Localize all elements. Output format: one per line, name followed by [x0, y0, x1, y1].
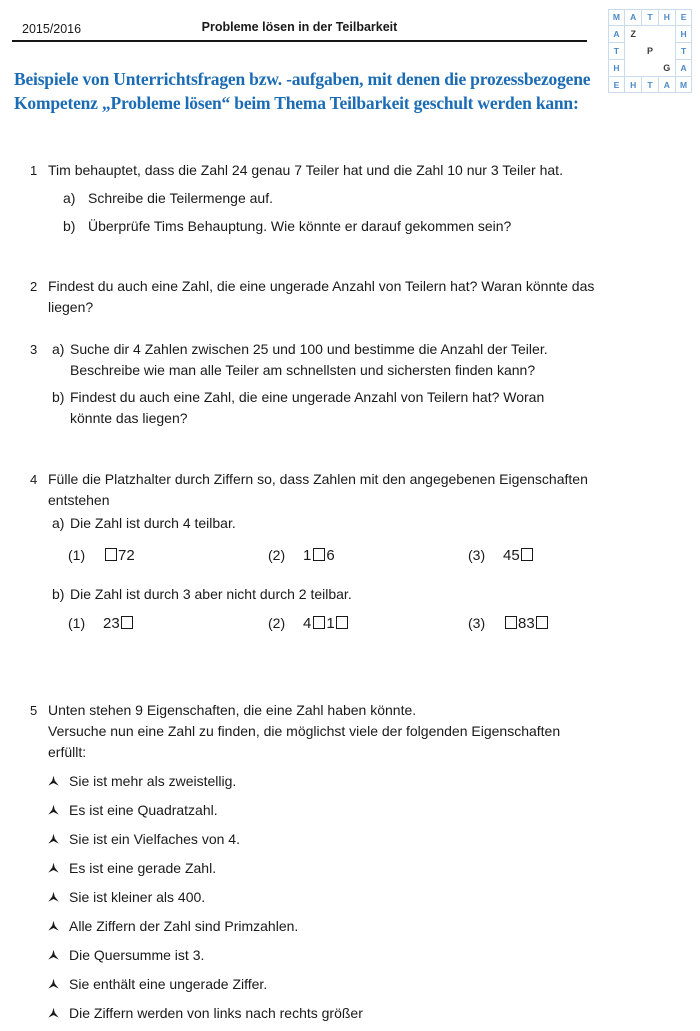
option-label: (1): [68, 615, 86, 631]
property-bullet-list: [48, 771, 680, 1024]
subitem-line: Suche dir 4 Zahlen zwischen 25 und 100 und bestimme die Anzahl der Teiler.: [70, 341, 548, 357]
question-text: Unten stehen 9 Eigenschaften, die eine Zahl haben könnte.: [48, 702, 417, 718]
subitem-label: b): [52, 389, 65, 405]
logo-center-cell: [642, 59, 659, 76]
logo-center-cell: G: [663, 62, 671, 73]
question-number: 2: [30, 279, 38, 294]
option-value: 23: [103, 615, 135, 632]
bullet-item: [48, 916, 680, 937]
bullet-item: [48, 1003, 680, 1024]
placeholder-box: [336, 616, 348, 629]
logo-center-cell: [625, 59, 642, 76]
bullet-text: Es ist eine Quadratzahl.: [69, 802, 218, 818]
logo-center-cell: [642, 26, 659, 43]
logo-border-cell: M: [608, 9, 626, 27]
option: [268, 545, 468, 566]
question-number: 4: [30, 472, 38, 487]
subitem-text: [70, 339, 548, 381]
subitem-label: a): [52, 515, 65, 531]
subitem-a: [63, 188, 680, 209]
option-label: (2): [268, 615, 286, 631]
option: [68, 613, 268, 634]
intro-heading: Beispiele von Unterrichtsfragen bzw. -aufgaben, mit denen die prozessbezogene Kompetenz „Probleme lösen“ beim Thema Teilbarkeit geschult werden kann:: [14, 69, 591, 113]
question-text: liegen?: [48, 299, 94, 315]
option: [68, 545, 268, 566]
question-text: Tim behauptet, dass die Zahl 24 genau 7 Teiler hat und die Zahl 10 nur 3 Teiler hat.: [48, 162, 563, 178]
bullet-item: [48, 945, 680, 966]
subitem-text: Überprüfe Tims Behauptung. Wie könnte er darauf gekommen sein?: [88, 218, 512, 234]
bullet-text: Die Ziffern werden von links nach rechts größer: [69, 1005, 363, 1021]
school-year: 2015/2016: [22, 22, 82, 36]
option-value: 72: [103, 547, 135, 564]
option-row-a: [68, 545, 680, 566]
bullet-item: [48, 771, 680, 792]
subitem-label: a): [52, 341, 65, 357]
option-value: 83: [503, 615, 550, 632]
logo-border-cell: A: [624, 9, 642, 27]
question-text: Fülle die Platzhalter durch Ziffern so, dass Zahlen mit den angegebenen Eigenschaften: [48, 471, 588, 487]
option: [268, 613, 468, 634]
star-bullet-icon: [48, 775, 59, 787]
subitem-line: könnte das liegen?: [70, 410, 188, 426]
question-number: 3: [30, 342, 38, 357]
logo-center-cell: [625, 43, 642, 60]
subitem-text: Die Zahl ist durch 4 teilbar.: [70, 515, 236, 531]
placeholder-box: [505, 616, 517, 629]
questions-list: [30, 153, 680, 1024]
question-number: 5: [30, 703, 38, 718]
star-bullet-icon: [48, 833, 59, 845]
option: [468, 613, 680, 634]
star-bullet-icon: [48, 920, 59, 932]
logo-border-cell: H: [624, 76, 642, 94]
subitem-b: [52, 584, 680, 605]
subitem-text: Die Zahl ist durch 3 aber nicht durch 2 teilbar.: [70, 586, 352, 602]
bullet-text: Sie ist ein Vielfaches von 4.: [69, 831, 240, 847]
placeholder-box: [313, 616, 325, 629]
question-4: [30, 469, 680, 634]
option-value: 1 6: [303, 547, 335, 564]
placeholder-box: [121, 616, 133, 629]
logo-center-cell: [658, 43, 675, 60]
subitem-label: a): [63, 190, 76, 206]
bullet-text: Alle Ziffern der Zahl sind Primzahlen.: [69, 918, 299, 934]
bullet-text: Sie ist mehr als zweistellig.: [69, 773, 237, 789]
question-text: Findest du auch eine Zahl, die eine ungerade Anzahl von Teilern hat? Waran könnte das: [48, 278, 595, 294]
bullet-text: Sie enthält eine ungerade Ziffer.: [69, 976, 268, 992]
option-label: (3): [468, 615, 486, 631]
placeholder-box: [521, 548, 533, 561]
logo-border-cell: M: [675, 76, 693, 94]
subitem-b: [52, 387, 680, 429]
star-bullet-icon: [48, 862, 59, 874]
question-5: [30, 700, 680, 1024]
question-number: 1: [30, 163, 38, 178]
question-2: [30, 276, 680, 318]
logo-border-cell: A: [658, 76, 676, 94]
logo-border-cell: A: [675, 59, 693, 77]
option-label: (3): [468, 547, 486, 563]
question-1: [30, 160, 680, 237]
bullet-item: [48, 887, 680, 908]
star-bullet-icon: [48, 1007, 59, 1019]
option-label: (2): [268, 547, 286, 563]
bullet-item: [48, 829, 680, 850]
logo-border-cell: T: [675, 42, 693, 60]
logo-border-cell: H: [608, 59, 626, 77]
option-value: 45: [503, 547, 535, 564]
question-text: erfüllt:: [48, 744, 87, 760]
bullet-item: [48, 800, 680, 821]
subitem-text: [70, 387, 544, 429]
bullet-item: [48, 974, 680, 995]
option: [468, 545, 680, 566]
page-title: Probleme lösen in der Teilbarkeit: [201, 20, 398, 34]
mathe-zpg-logo: [608, 9, 692, 93]
question-3: [30, 339, 680, 429]
subitem-line: Beschreibe wie man alle Teiler am schnellsten und sichersten finden kann?: [70, 362, 536, 378]
bullet-item: [48, 858, 680, 879]
subitem-a: [52, 339, 680, 381]
subitem-text: Schreibe die Teilermenge auf.: [88, 190, 273, 206]
logo-border-cell: T: [641, 76, 659, 94]
logo-border-cell: E: [675, 9, 693, 27]
question-text: entstehen: [48, 492, 110, 508]
page-header: [12, 14, 587, 42]
logo-border-cell: E: [608, 76, 626, 94]
logo-border-cell: T: [608, 42, 626, 60]
option-label: (1): [68, 547, 86, 563]
placeholder-box: [313, 548, 325, 561]
star-bullet-icon: [48, 949, 59, 961]
logo-border-cell: T: [641, 9, 659, 27]
subitem-b: [63, 216, 680, 237]
logo-center-cell: [658, 26, 675, 43]
subitem-a: [52, 513, 680, 534]
placeholder-box: [105, 548, 117, 561]
star-bullet-icon: [48, 891, 59, 903]
logo-border-cell: H: [675, 25, 693, 43]
question-text: Versuche nun eine Zahl zu finden, die möglichst viele der folgenden Eigenschaften: [48, 723, 561, 739]
option-value: 4 1: [303, 615, 350, 632]
subitem-line: Findest du auch eine Zahl, die eine ungerade Anzahl von Teilern hat? Woran: [70, 389, 545, 405]
logo-border-cell: A: [608, 25, 626, 43]
logo-border-cell: H: [658, 9, 676, 27]
bullet-text: Sie ist kleiner als 400.: [69, 889, 206, 905]
star-bullet-icon: [48, 978, 59, 990]
bullet-text: Es ist eine gerade Zahl.: [69, 860, 217, 876]
subitem-label: b): [52, 586, 65, 602]
logo-center-cell: Z: [630, 29, 636, 40]
placeholder-box: [536, 616, 548, 629]
bullet-text: Die Quersumme ist 3.: [69, 947, 205, 963]
star-bullet-icon: [48, 804, 59, 816]
option-row-b: [68, 613, 680, 634]
logo-center-cell: P: [646, 45, 653, 56]
subitem-label: b): [63, 218, 76, 234]
